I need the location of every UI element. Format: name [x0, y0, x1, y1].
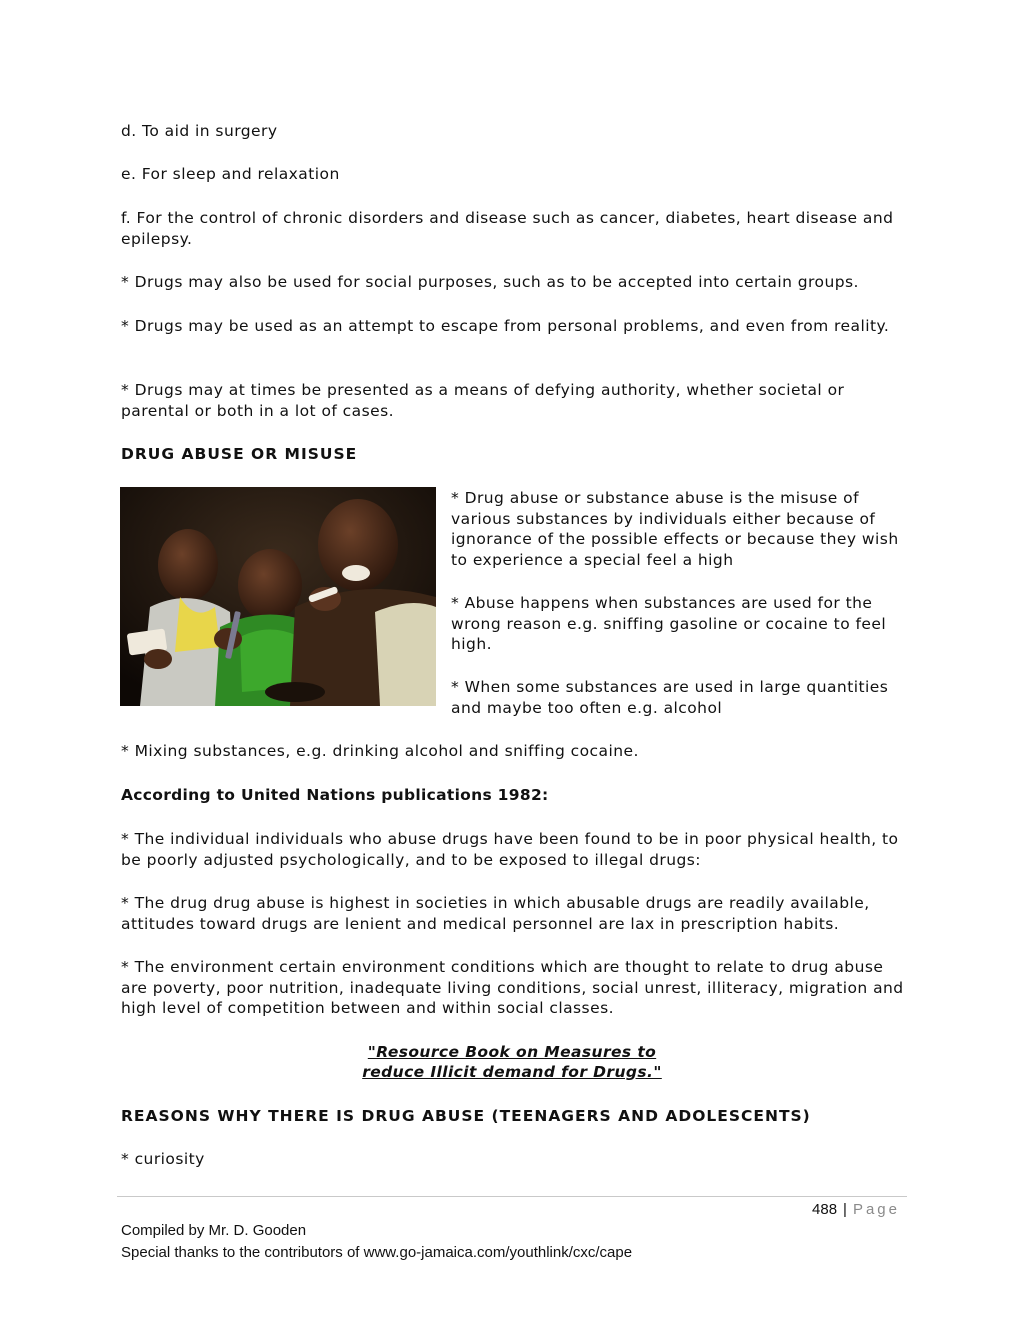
list-item-f: f. For the control of chronic disorders and disease such as cancer, diabetes, heart disease and epilepsy. [121, 209, 894, 248]
heading-drug-abuse: DRUG ABUSE OR MISUSE [121, 445, 358, 463]
footer-divider [117, 1196, 907, 1197]
list-item-d: d. To aid in surgery [121, 122, 278, 140]
un-drug-paragraph: * The drug drug abuse is highest in societies in which abusable drugs are readily available, attitudes toward drugs are lenient and medical personnel are lax in prescription habits. [121, 894, 870, 933]
heading-united-nations: According to United Nations publications 1982: [121, 786, 549, 804]
abuse-wrong-reason-paragraph: * Abuse happens when substances are used for the wrong reason e.g. sniffing gasoline or cocaine to feel high. [451, 594, 887, 653]
bullet-curiosity: * curiosity [121, 1150, 205, 1168]
bullet-defying-authority: * Drugs may at times be presented as a means of defying authority, whether societal or parental or both in a lot of cases. [121, 381, 845, 420]
bullet-social-purposes: * Drugs may also be used for social purposes, such as to be accepted into certain groups. [121, 273, 859, 291]
citation-line-1: "Resource Book on Measures to [367, 1043, 657, 1061]
photo-youths-smoking [120, 487, 436, 706]
page-number [812, 1200, 900, 1220]
bullet-mixing-substances: * Mixing substances, e.g. drinking alcohol and sniffing cocaine. [121, 742, 639, 760]
abuse-large-quantities-paragraph: * When some substances are used in large quantities and maybe too often e.g. alcohol [451, 678, 889, 717]
page-number-separator: | [843, 1201, 847, 1218]
abuse-definition-paragraph: * Drug abuse or substance abuse is the misuse of various substances by individuals either because of ignorance of the possible effects or because they wish to experience a special feel a high [451, 489, 899, 569]
page-label: Page [852, 1201, 900, 1218]
page-number-value: 488 [812, 1201, 838, 1218]
list-item-e: e. For sleep and relaxation [121, 165, 340, 183]
un-individual-paragraph: * The individual individuals who abuse drugs have been found to be in poor physical health, to be poorly adjusted psychologically, and to be exposed to illegal drugs: [121, 830, 899, 869]
photo-illustration [120, 487, 436, 706]
un-environment-paragraph: * The environment certain environment conditions which are thought to relate to drug abuse are poverty, poor nutrition, inadequate living conditions, social unrest, illiteracy, migration and high level of competition between and within social classes. [121, 958, 904, 1017]
heading-reasons-drug-abuse: REASONS WHY THERE IS DRUG ABUSE (TEENAGERS AND ADOLESCENTS) [121, 1107, 811, 1125]
footer-thanks: Special thanks to the contributors of www.go-jamaica.com/youthlink/cxc/cape [121, 1244, 633, 1261]
bullet-escape: * Drugs may be used as an attempt to escape from personal problems, and even from reality. [121, 317, 890, 335]
citation-line-2: reduce Illicit demand for Drugs." [362, 1063, 662, 1081]
footer-compiled-by: Compiled by Mr. D. Gooden [121, 1222, 307, 1239]
